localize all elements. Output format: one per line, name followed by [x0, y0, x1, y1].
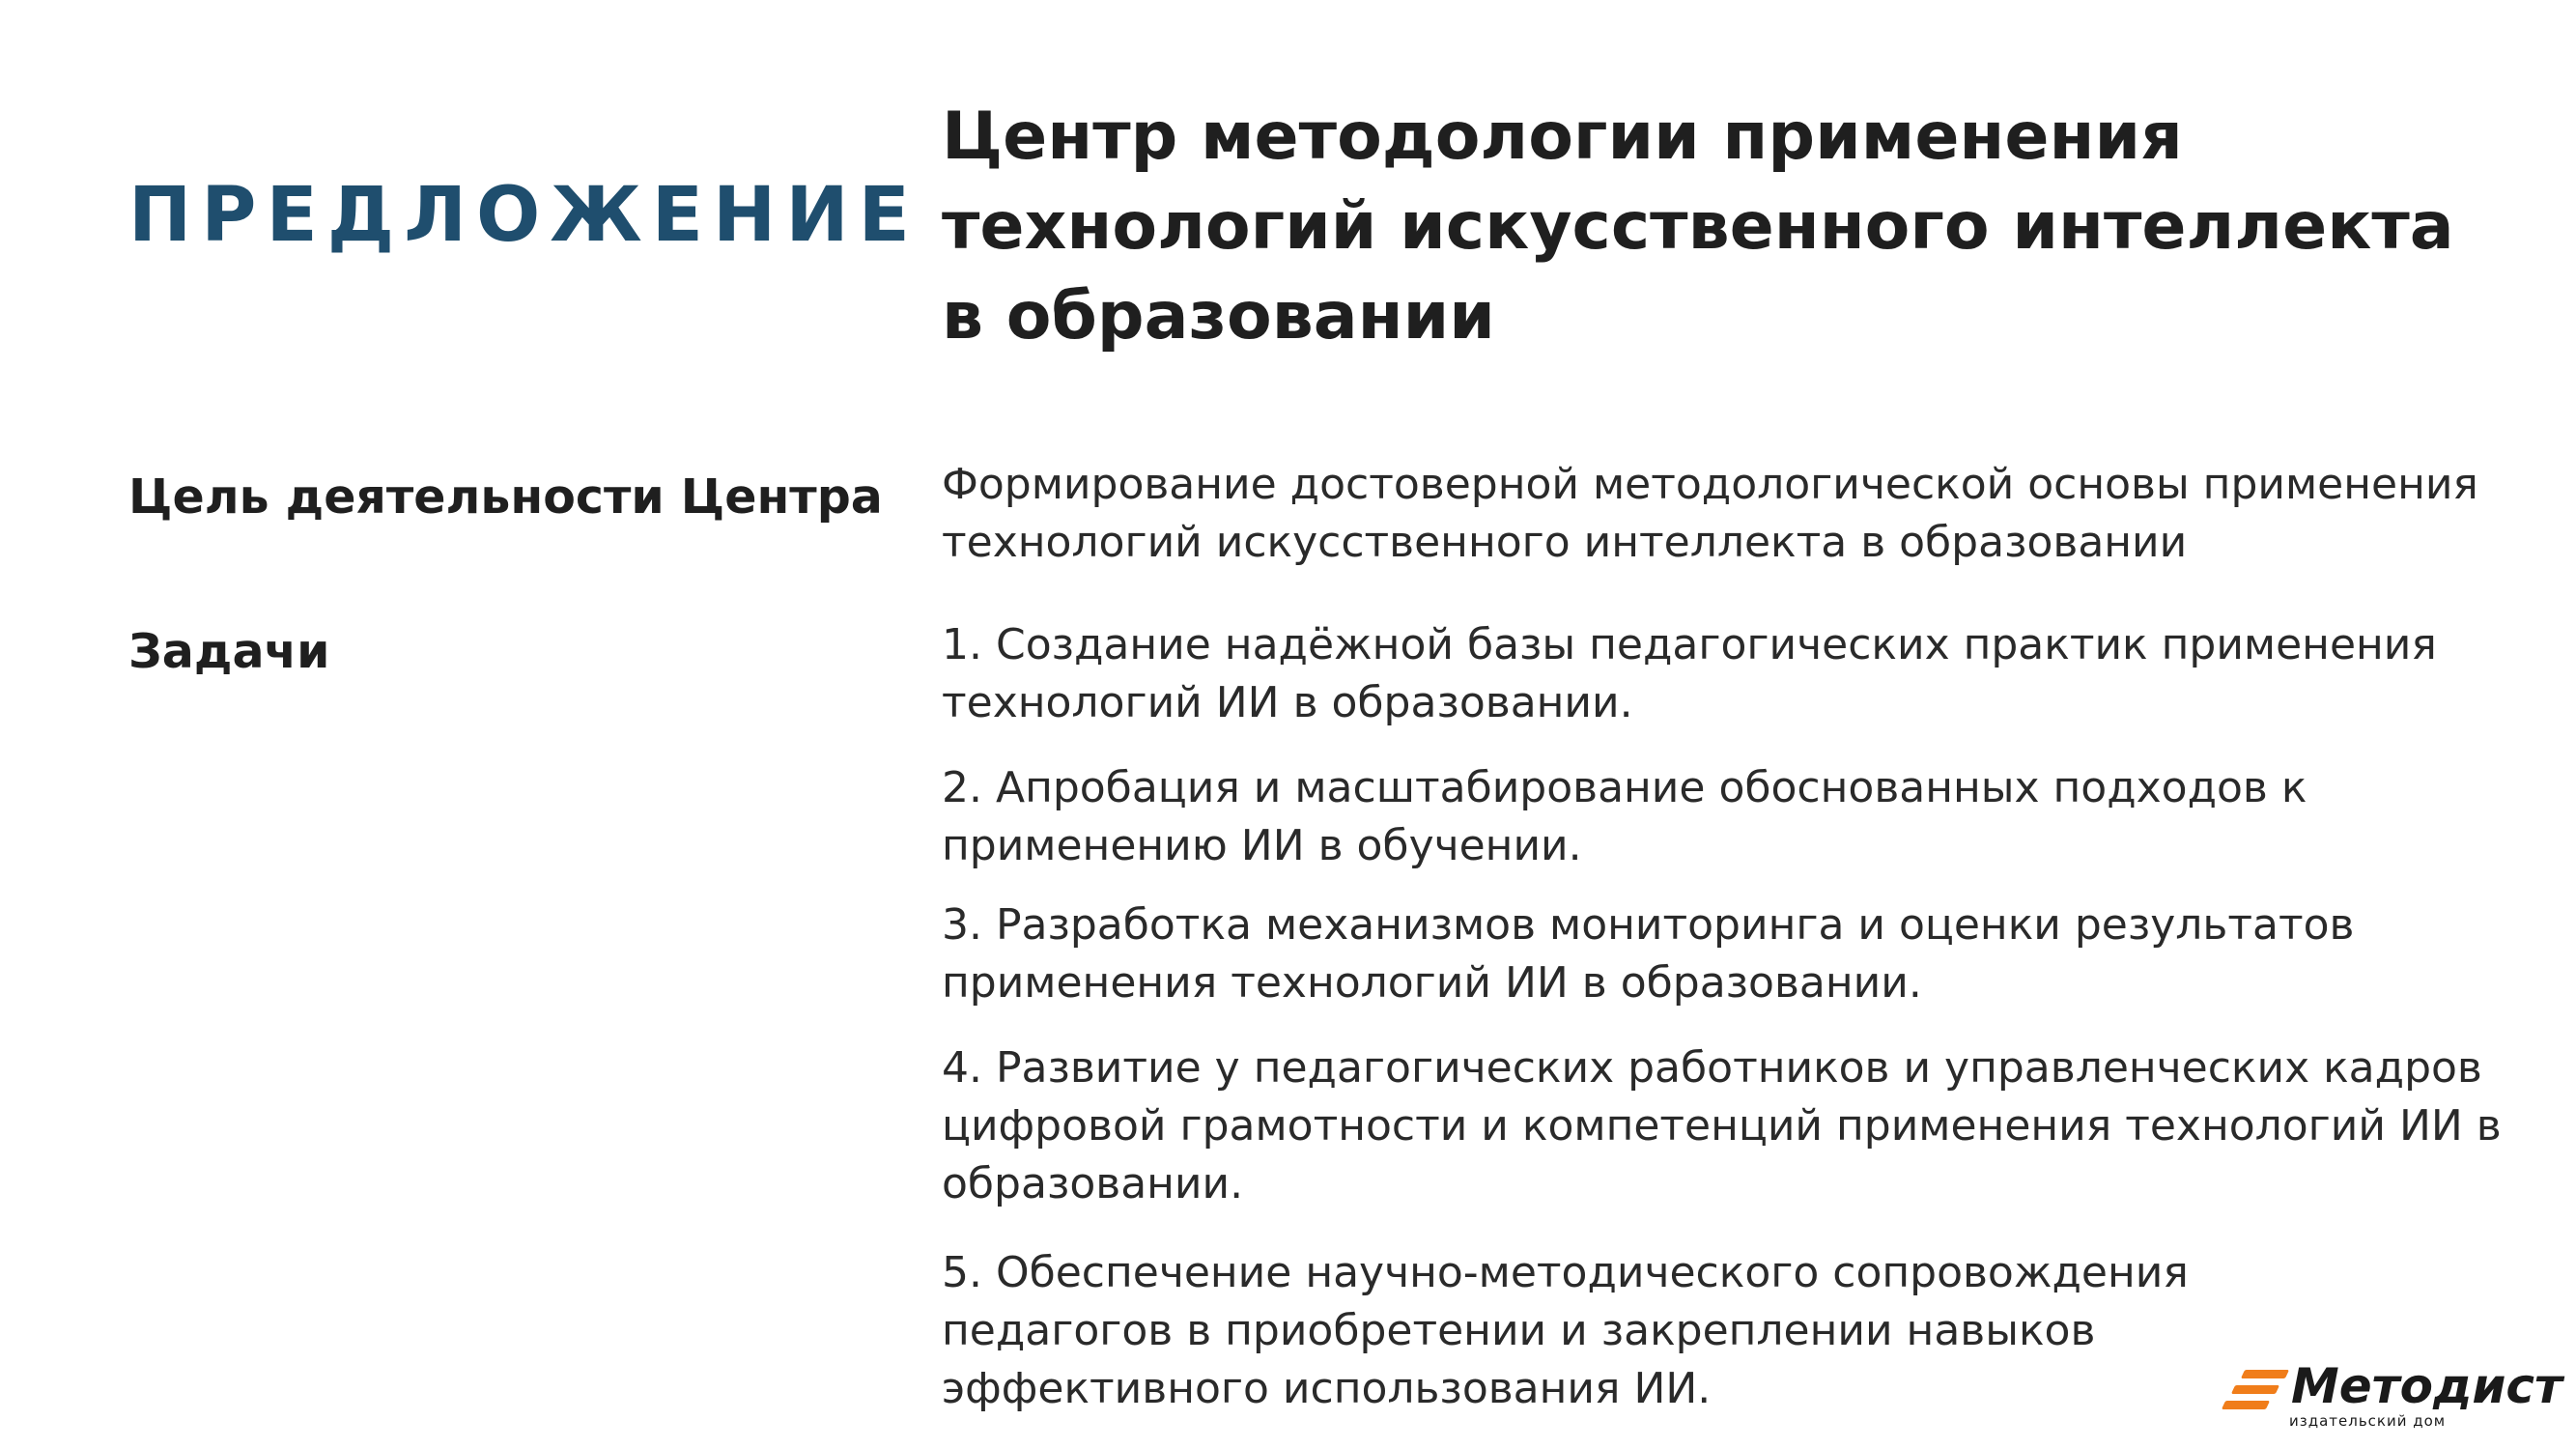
goal-text: Формирование достоверной методологической основы применения технологий искусственного интеллекта в образовании	[942, 460, 2478, 567]
section-label: ПРЕДЛОЖЕНИЕ	[128, 172, 920, 259]
tasks-label: Задачи	[128, 624, 330, 679]
task-item-3: 3. Разработка механизмов мониторинга и оценки результатов применения технологий ИИ в образовании.	[942, 900, 2355, 1008]
task-item-4: 4. Развитие у педагогических работников и управленческих кадров цифровой грамотности и компетенций применения технологий ИИ в образовании.	[942, 1043, 2502, 1208]
publisher-logo	[2222, 1358, 2563, 1434]
task-item-2: 2. Апробация и масштабирование обоснованных подходов к применению ИИ в обучении.	[942, 763, 2307, 870]
goal-label: Цель деятельности Центра	[128, 469, 883, 525]
task-item-5: 5. Обеспечение научно-методического сопровождения педагогов в приобретении и закреплении навыков эффективного использования ИИ.	[942, 1248, 2189, 1413]
logo-stripes-icon	[2222, 1370, 2289, 1412]
logo-name: Методист	[2291, 1358, 2563, 1414]
page-title: Центр методологии применения технологий искусственного интеллекта в образовании	[942, 99, 2454, 355]
logo-subtitle: издательский дом	[2289, 1412, 2447, 1430]
task-item-1: 1. Создание надёжной базы педагогических практик применения технологий ИИ в образовании.	[942, 620, 2437, 727]
